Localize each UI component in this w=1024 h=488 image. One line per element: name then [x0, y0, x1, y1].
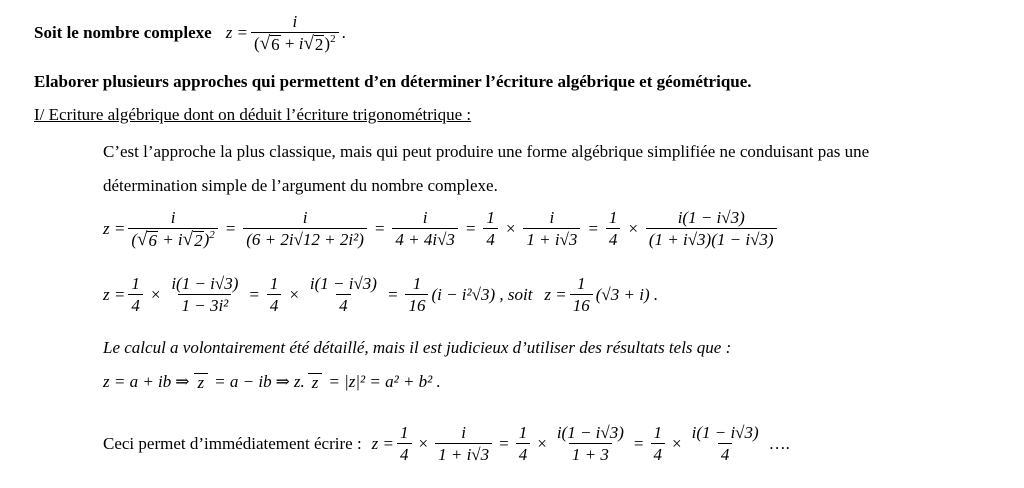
remark: Le calcul a volontairement été détaillé, mais il est judicieux d’utiliser des résultats tels que : — [103, 338, 732, 357]
final-intro: Ceci permet d’immédiatement écrire : — [103, 433, 362, 453]
paragraph-line-1: C’est l’approche la plus classique, mais qui peut produire une forme algébrique simplifiée ne conduisant pas une — [103, 142, 870, 161]
z-bar-2: z — [308, 373, 323, 391]
eq1-fraction-5: $\frac{i(1 - i√3)}{(1 + i√3)(1 - i√3)}$ — [646, 208, 777, 249]
eq2-result-fraction: $\frac{1}{16}$ — [570, 274, 593, 315]
final-quarter-3: $\frac{1}{4}$ — [651, 423, 666, 464]
period: . — [341, 22, 346, 42]
eq2-fraction-1: $\frac{i(1 - i√3)}{\text{1 − 3i²}}$ — [171, 274, 239, 315]
final-fraction-3: $\frac{i(1 - i√3)}{4}$ — [691, 423, 759, 464]
eq2-sixteenth: $\frac{1}{16}$ — [405, 274, 428, 315]
z-definition-fraction — [251, 12, 339, 53]
eq2-quarter: $\frac{1}{4}$ — [128, 274, 143, 315]
equation-1: z = i ( √ 6 + i √ 2 )$^2$ = $\frac{i}{\text{(6 + 2i√12 + 2i²)}}$ = $\frac{i}{4 + 4i√3}$ = $\frac{1}{4}$ × $\frac{i}{1 + i√3}$ = $\frac{1}{4}$ × $\frac{i(1 - i√3)}{(1 + i√3)(1 - i√3)}$ — [103, 208, 780, 249]
equation-2: z = $\frac{1}{4}$ × $\frac{i(1 - i√3)}{\text{1 − 3i²}}$ = $\frac{1}{4}$ × $\frac{i(1 - i√3)}{4}$ = $\frac{1}{16}$ (i − i²√3) , soit z = $\frac{1}{16}$ (√3 + i) . — [103, 274, 659, 315]
final-quarter: $\frac{1}{4}$ — [397, 423, 412, 464]
eq1-quarter: $\frac{1}{4}$ — [483, 208, 498, 249]
task-statement: Elaborer plusieurs approches qui permettent d’en déterminer l’écriture algébrique et géométrique. — [34, 72, 752, 91]
intro-text: Soit le nombre complexe — [34, 22, 212, 42]
eq1-fraction-2: $\frac{i}{\text{(6 + 2i√12 + 2i²)}}$ — [243, 208, 367, 249]
conjugate-identity: z = a + ib ⇒ z = a − ib ⇒ z. z = |z|² = a² + b² . — [103, 372, 441, 392]
z-equals: z = — [225, 22, 249, 42]
final-fraction-2: $\frac{i(1 - i√3)}{1 + 3}$ — [556, 423, 624, 464]
eq2-tail: (i − i²√3) , soit — [431, 284, 533, 304]
eq1-fraction-4: $\frac{i}{1 + i√3}$ — [523, 208, 580, 249]
definition-line — [34, 12, 346, 53]
z-bar: z — [194, 373, 209, 391]
eq1-fraction-1: i ( √ 6 + i √ 2 )$^2$ — [128, 208, 217, 249]
z-equals: z = — [103, 218, 126, 238]
final-line: Ceci permet d’immédiatement écrire : z = $\frac{1}{4}$ × $\frac{i}{1 + i√3}$ = $\frac{1}{4}$ × $\frac{i(1 - i√3)}{1 + 3}$ = $\frac{1}{4}$ × $\frac{i(1 - i√3)}{4}$ …. — [103, 423, 790, 464]
section-title: I/ Ecriture algébrique dont on déduit l’écriture trigonométrique : — [34, 105, 472, 124]
fraction-numerator: i — [292, 12, 298, 31]
eq1-fraction-3: $\frac{i}{4 + 4i√3}$ — [392, 208, 458, 249]
eq2-fraction-2: $\frac{i(1 - i√3)}{4}$ — [309, 274, 377, 315]
eq1-quarter-2: $\frac{1}{4}$ — [606, 208, 621, 249]
eq2-quarter-2: $\frac{1}{4}$ — [267, 274, 282, 315]
fraction-denominator: ( √ 6 + i √ 2 )$^2$ — [251, 32, 339, 53]
final-fraction-1: $\frac{i}{1 + i√3}$ — [435, 423, 492, 464]
final-quarter-2: $\frac{1}{4}$ — [516, 423, 531, 464]
paragraph-line-2: détermination simple de l’argument du nombre complexe. — [103, 176, 498, 195]
eq2-result-tail: (√3 + i) . — [595, 284, 659, 304]
